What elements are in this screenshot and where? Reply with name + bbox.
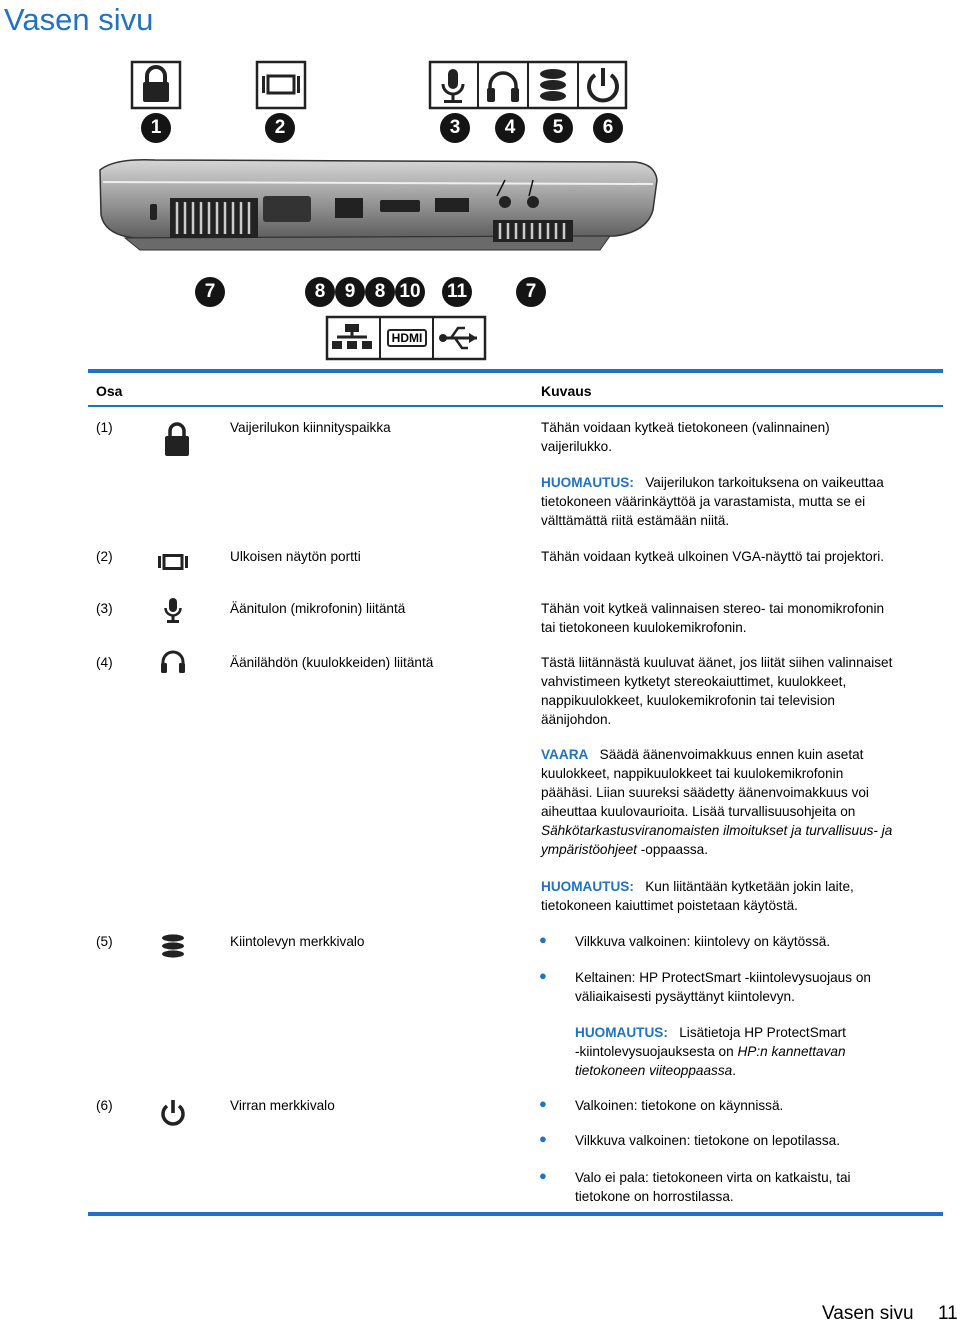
bullet-text: Valkoinen: tietokone on käynnissä. <box>575 1098 784 1113</box>
callout: 3 <box>440 113 470 143</box>
headphones-icon <box>160 650 186 674</box>
bullet-text: Vilkkuva valkoinen: kiintolevy on käytössä. <box>575 934 831 949</box>
row-description: Tähän voidaan kytkeä tietokoneen (valinnainen) vaijerilukko. <box>541 420 830 454</box>
microphone-icon <box>164 598 182 624</box>
lock-icon <box>130 60 182 110</box>
bullet-icon: ● <box>539 1168 547 1183</box>
laptop-figure <box>0 0 960 370</box>
row-number: (3) <box>96 601 113 616</box>
note-label: HUOMAUTUS: <box>541 475 634 490</box>
bullet-text: Keltainen: HP ProtectSmart -kiintolevysuojaus on väliaikaisesti pysäyttänyt kiintolevyn. <box>575 970 871 1004</box>
callout: 5 <box>543 113 573 143</box>
bullet-icon: ● <box>539 932 547 947</box>
bullet-icon: ● <box>539 1131 547 1146</box>
port-icon-strip <box>428 60 630 110</box>
callout: 7 <box>516 277 546 307</box>
row-number: (2) <box>96 549 113 564</box>
bullet-icon: ● <box>539 1096 547 1111</box>
bullet-icon: ● <box>539 968 547 983</box>
row-description: Tähän voit kytkeä valinnaisen stereo- tai monomikrofonin tai tietokoneen kuulokemikrofonin. <box>541 601 885 635</box>
row-number: (1) <box>96 420 113 435</box>
lock-icon <box>164 421 190 457</box>
note: HUOMAUTUS: Vaijerilukon tarkoituksena on vaikeuttaa tietokoneen väärinkäyttöä ja varastamista, mutta se ei välttämättä riitä estämään niitä. <box>541 475 884 528</box>
header-description: Kuvaus <box>541 383 592 399</box>
footer-section: Vasen sivu <box>822 1303 914 1324</box>
callout: 2 <box>265 113 295 143</box>
warning: VAARA Säädä äänenvoimakkuus ennen kuin asetat kuulokkeet, nappikuulokkeet tai kuulokemikrofonin päähäsi. Liian suureksi säädetty äänenvoimakkuus voi aiheuttaa kuulovaurioita. Lisää turvallisuusohjeita on Sähkötarkastusviranomaisten ilmoitukset ja turvallisuus- ja ympäristöohjeet -oppaassa. <box>541 747 893 857</box>
callout: 8 <box>305 277 335 307</box>
laptop-side-image <box>95 140 665 280</box>
table-header-rule <box>88 405 943 407</box>
row-number: (5) <box>96 934 113 949</box>
bullet-text: Valo ei pala: tietokoneen virta on katkaistu, tai tietokone on horrostilassa. <box>575 1170 851 1204</box>
row-name: Vaijerilukon kiinnityspaikka <box>230 420 391 435</box>
page-title: Vasen sivu <box>4 2 154 37</box>
callout: 7 <box>195 277 225 307</box>
row-name: Äänilähdön (kuulokkeiden) liitäntä <box>230 655 434 670</box>
row-description: Tästä liitännästä kuuluvat äänet, jos liität siihen valinnaiset vahvistimeen kytketyt stereokaiuttimet, kuulokkeet, nappikuulokkeet, kuulokemikrofonin tai television äänijohdon. <box>541 655 893 727</box>
table-bottom-rule <box>88 1212 943 1216</box>
hdmi-label: HDMI <box>387 329 427 347</box>
callout: 8 <box>365 277 395 307</box>
header-part: Osa <box>96 383 123 399</box>
hard-drive-icon <box>161 934 185 958</box>
row-name: Virran merkkivalo <box>230 1098 335 1113</box>
monitor-icon <box>255 60 307 110</box>
row-number: (4) <box>96 655 113 670</box>
note: HUOMAUTUS: Lisätietoja HP ProtectSmart -kiintolevysuojauksesta on HP:n kannettavan tietokoneen viiteoppaassa. <box>575 1025 846 1078</box>
warning-label: VAARA <box>541 747 589 762</box>
callout: 4 <box>495 113 525 143</box>
row-name: Äänitulon (mikrofonin) liitäntä <box>230 601 406 616</box>
table-top-rule <box>88 369 943 373</box>
callout: 11 <box>442 277 472 307</box>
row-name: Kiintolevyn merkkivalo <box>230 934 365 949</box>
row-description: Tähän voidaan kytkeä ulkoinen VGA-näyttö tai projektori. <box>541 549 885 564</box>
callout: 1 <box>141 113 171 143</box>
page-number: 11 <box>938 1303 958 1324</box>
note-label: HUOMAUTUS: <box>575 1025 668 1040</box>
callout: 9 <box>335 277 365 307</box>
callout: 10 <box>395 277 425 307</box>
note: HUOMAUTUS: Kun liitäntään kytketään jokin laite, tietokoneen kaiuttimet poistetaan käytöstä. <box>541 879 854 913</box>
power-icon <box>160 1098 186 1126</box>
bullet-text: Vilkkuva valkoinen: tietokone on lepotilassa. <box>575 1133 840 1148</box>
row-name: Ulkoisen näytön portti <box>230 549 361 564</box>
row-number: (6) <box>96 1098 113 1113</box>
note-label: HUOMAUTUS: <box>541 879 634 894</box>
callout: 6 <box>593 113 623 143</box>
monitor-icon <box>158 554 188 570</box>
